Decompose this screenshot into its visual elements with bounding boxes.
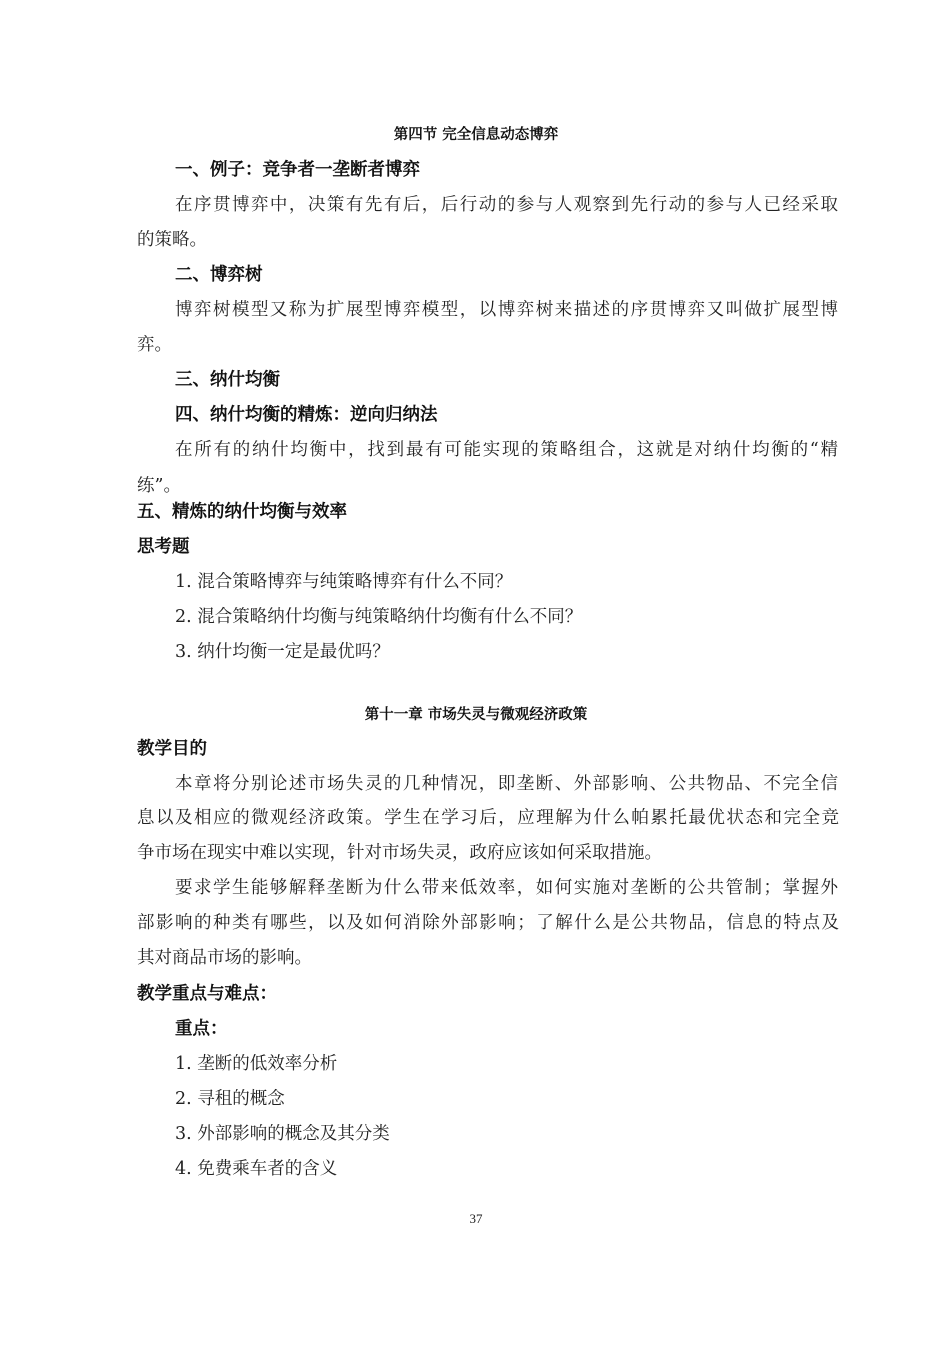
question-item: 2. 混合策略纳什均衡与纯策略纳什均衡有什么不同？ — [175, 607, 583, 627]
paragraph-line: 要求学生能够解释垄断为什么带来低效率，如何实施对垄断的公共管制；掌握外 — [175, 878, 838, 898]
heading-example: 一、例子：竞争者一垄断者博弈 — [175, 160, 420, 180]
key-point-item: 4. 免费乘车者的含义 — [175, 1159, 338, 1179]
paragraph-line: 其对商品市场的影响。 — [137, 948, 312, 968]
paragraph-line: 弈。 — [137, 335, 172, 355]
section-title: 第四节 完全信息动态博弈 — [393, 127, 559, 143]
paragraph-line: 部影响的种类有哪些，以及如何消除外部影响；了解什么是公共物品，信息的特点及 — [137, 913, 839, 933]
paragraph-line: 息以及相应的微观经济政策。学生在学习后，应理解为什么帕累托最优状态和完全竞 — [137, 808, 839, 828]
question-item: 1. 混合策略博弈与纯策略博弈有什么不同？ — [175, 572, 513, 592]
heading-key-points: 教学重点与难点： — [137, 984, 277, 1004]
subheading-key: 重点： — [175, 1019, 228, 1039]
question-item: 3. 纳什均衡一定是最优吗？ — [175, 642, 390, 662]
paragraph-line: 博弈树模型又称为扩展型博弈模型，以博弈树来描述的序贯博弈又叫做扩展型博 — [175, 300, 838, 320]
paragraph-line: 练”。 — [137, 476, 181, 496]
heading-objectives: 教学目的 — [137, 739, 207, 759]
key-point-item: 3. 外部影响的概念及其分类 — [175, 1124, 390, 1144]
heading-questions: 思考题 — [137, 537, 190, 557]
heading-efficiency: 五、精炼的纳什均衡与效率 — [137, 502, 347, 522]
heading-nash-equilibrium: 三、纳什均衡 — [175, 370, 280, 390]
key-point-item: 2. 寻租的概念 — [175, 1089, 285, 1109]
paragraph-line: 的策略。 — [137, 230, 207, 250]
chapter-title: 第十一章 市场失灵与微观经济政策 — [364, 707, 588, 723]
paragraph-line: 本章将分别论述市场失灵的几种情况，即垄断、外部影响、公共物品、不完全信 — [175, 774, 838, 794]
paragraph-line: 在所有的纳什均衡中，找到最有可能实现的策略组合，这就是对纳什均衡的“精 — [175, 440, 838, 460]
heading-backward-induction: 四、纳什均衡的精炼：逆向归纳法 — [175, 405, 438, 425]
paragraph-line: 争市场在现实中难以实现，针对市场失灵，政府应该如何采取措施。 — [137, 843, 662, 863]
heading-game-tree: 二、博弈树 — [175, 265, 263, 285]
page-number: 37 — [469, 1211, 483, 1226]
paragraph-line: 在序贯博弈中，决策有先有后，后行动的参与人观察到先行动的参与人已经采取 — [175, 195, 838, 215]
key-point-item: 1. 垄断的低效率分析 — [175, 1054, 338, 1074]
